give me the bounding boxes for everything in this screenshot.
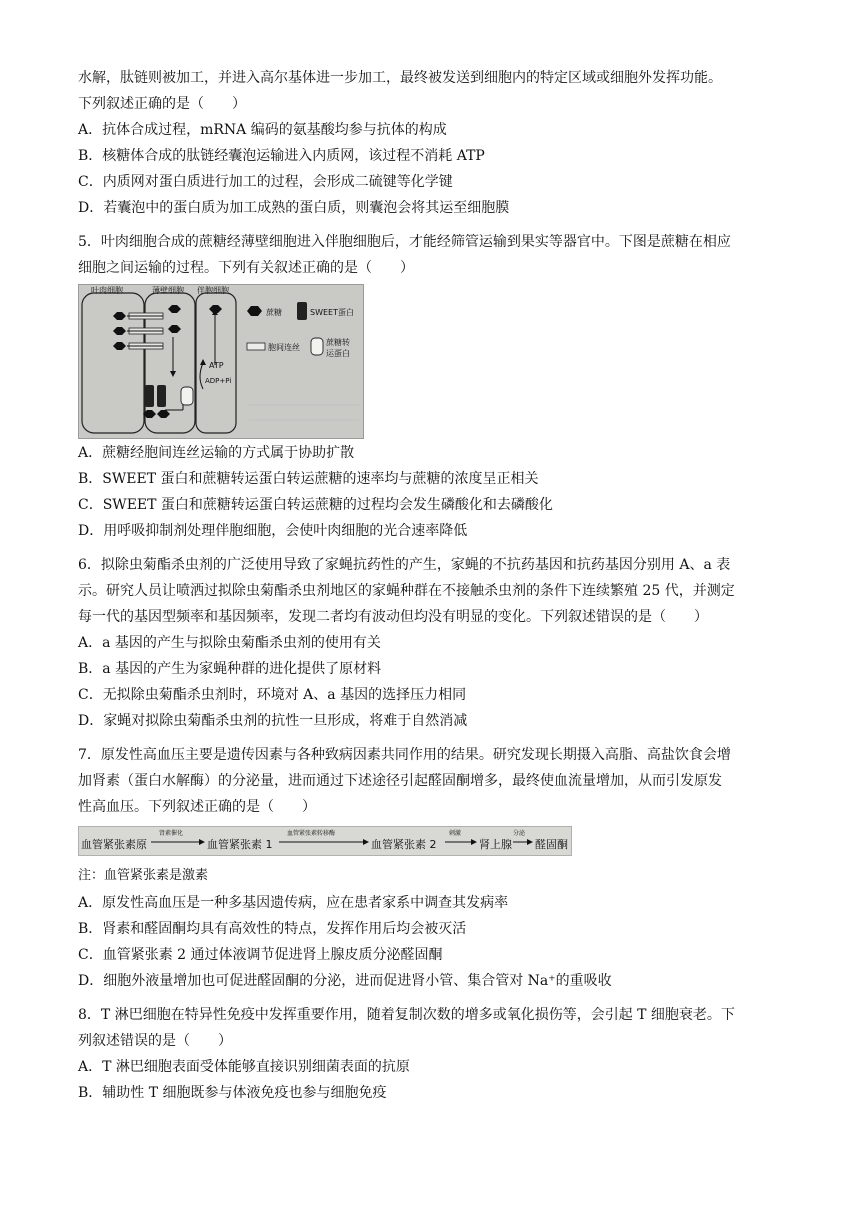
option-line: B．核糖体合成的肽链经囊泡运输进入内质网，该过程不消耗 ATP	[78, 148, 485, 164]
option-line: D．细胞外液量增加也可促进醛固酮的分泌，进而促进肾小管、集合管对 Na⁺的重吸收	[78, 973, 612, 989]
question-8-line: 8．T 淋巴细胞在特异性免疫中发挥重要作用，随着复制次数的增多或氧化损伤等，会引起 T 细胞衰老。下	[78, 1007, 735, 1023]
question-7-line: 性高血压。下列叙述正确的是（ ）	[78, 799, 316, 815]
renin-catalysis-label: 肾素催化	[159, 830, 184, 837]
legend-transporter-icon	[311, 338, 323, 355]
option-line: C．无拟除虫菊酯杀虫剂时，环境对 A、a 基因的选择压力相同	[78, 687, 467, 703]
option-line: D．用呼吸抑制剂处理伴胞细胞，会使叶肉细胞的光合速率降低	[78, 523, 468, 539]
text-line: 下列叙述正确的是（ ）	[78, 96, 246, 112]
legend-sucrose-label: 蔗糖	[266, 308, 282, 317]
question-5-line: 5．叶肉细胞合成的蔗糖经薄壁细胞进入伴胞细胞后，才能经筛管运输到果实等器官中。下图是蔗糖在相应	[78, 234, 731, 250]
option-line: C．SWEET 蛋白和蔗糖转运蛋白转运蔗糖的过程均会发生磷酸化和去磷酸化	[78, 497, 553, 513]
question-6-line: 6．拟除虫菊酯杀虫剂的广泛使用导致了家蝇抗药性的产生，家蝇的不抗药基因和抗药基因分别用 A、a 表	[78, 557, 731, 573]
angiotensin-2-label: 血管紧张素 2	[371, 838, 437, 851]
option-line: D．若囊泡中的蛋白质为加工成熟的蛋白质，则囊泡会将其运至细胞膜	[78, 200, 510, 216]
option-line: D．家蝇对拟除虫菊酯杀虫剂的抗性一旦形成，将难于自然消减	[78, 713, 468, 729]
sucrose-transporter	[181, 387, 193, 405]
sucrose-molecule	[168, 325, 181, 333]
question-8-line: 列叙述错误的是（ ）	[78, 1033, 232, 1049]
sucrose-molecule	[113, 342, 126, 350]
legend-transporter-label: 蔗糖转	[326, 338, 350, 347]
companion-cell-label: 伴胞细胞	[197, 286, 229, 295]
atp-label: ATP	[209, 361, 224, 370]
option-line: B．辅助性 T 细胞既参与体液免疫也参与细胞免疫	[78, 1085, 387, 1101]
adrenal-gland-label: 肾上腺	[479, 838, 512, 851]
legend-plasmodesma-label: 胞间连丝	[268, 343, 300, 352]
sucrose-molecule	[168, 305, 181, 313]
legend-sweet-icon	[297, 302, 307, 320]
legend-sucrose-icon	[247, 306, 262, 316]
sweet-protein	[145, 385, 154, 407]
secrete-label: 分泌	[513, 830, 526, 837]
option-line: C．内质网对蛋白质进行加工的过程，会形成二硫键等化学键	[78, 174, 453, 190]
option-line: A．原发性高血压是一种多基因遗传病，应在患者家系中调查其发病率	[78, 895, 509, 911]
question-7-line: 加肾素（蛋白水解酶）的分泌量，进而通过下述途径引起醛固酮增多，最终使血流量增加，从而引发原发	[78, 773, 722, 789]
question-5-line: 细胞之间运输的过程。下列有关叙述正确的是（ ）	[78, 260, 414, 276]
option-line: C．血管紧张素 2 通过体液调节促进肾上腺皮质分泌醛固酮	[78, 947, 443, 963]
legend-plasmodesma-icon	[247, 343, 265, 350]
option-line: A．a 基因的产生与拟除虫菊酯杀虫剂的使用有关	[78, 635, 381, 651]
option-line: A．抗体合成过程，mRNA 编码的氨基酸均参与抗体的构成	[78, 122, 447, 138]
adp-label: ADP+Pi	[205, 377, 232, 385]
stimulate-label: 刺激	[449, 830, 462, 837]
aldosterone-label: 醛固酮	[535, 838, 568, 851]
sucrose-molecule	[113, 312, 126, 320]
question-7-line: 7．原发性高血压主要是遗传因素与各种致病因素共同作用的结果。研究发现长期摄入高脂、高盐饮食会增	[78, 747, 731, 763]
figure-note: 注：血管紧张素是激素	[78, 868, 209, 883]
renin-aldosterone-pathway	[78, 826, 572, 856]
sucrose-molecule	[157, 410, 170, 418]
ace-label: 血管紧张素转移酶	[287, 830, 336, 837]
option-line: B．a 基因的产生为家蝇种群的进化提供了原材料	[78, 661, 382, 677]
angiotensin-1-label: 血管紧张素 1	[207, 838, 273, 851]
sucrose-molecule	[113, 327, 126, 335]
option-line: A．T 淋巴细胞表面受体能够直接识别细菌表面的抗原	[78, 1059, 410, 1075]
sweet-protein	[157, 385, 166, 407]
question-6-line: 示。研究人员让喷洒过拟除虫菊酯杀虫剂地区的家蝇种群在不接触杀虫剂的条件下连续繁殖 25 代，并测定	[78, 583, 735, 599]
text-line: 水解，肽链则被加工，并进入高尔基体进一步加工，最终被发送到细胞内的特定区域或细胞外发挥功能。	[78, 70, 722, 86]
legend-sweet-label: SWEET蛋白	[310, 308, 354, 317]
option-line: B．肾素和醛固酮均具有高效性的特点，发挥作用后均会被灭活	[78, 921, 467, 937]
sucrose-transport-figure	[78, 284, 364, 439]
legend-transporter-label: 运蛋白	[326, 349, 350, 358]
option-line: B．SWEET 蛋白和蔗糖转运蛋白转运蔗糖的速率均与蔗糖的浓度呈正相关	[78, 471, 539, 487]
question-6-line: 每一代的基因型频率和基因频率，发现二者均有波动但均没有明显的变化。下列叙述错误的是（ ）	[78, 609, 708, 625]
option-line: A．蔗糖经胞间连丝运输的方式属于协助扩散	[78, 445, 355, 461]
parenchyma-cell-label: 薄壁细胞	[152, 286, 184, 295]
angiotensinogen-label: 血管紧张素原	[81, 838, 147, 851]
mesophyll-cell-label: 叶肉细胞	[91, 286, 123, 295]
